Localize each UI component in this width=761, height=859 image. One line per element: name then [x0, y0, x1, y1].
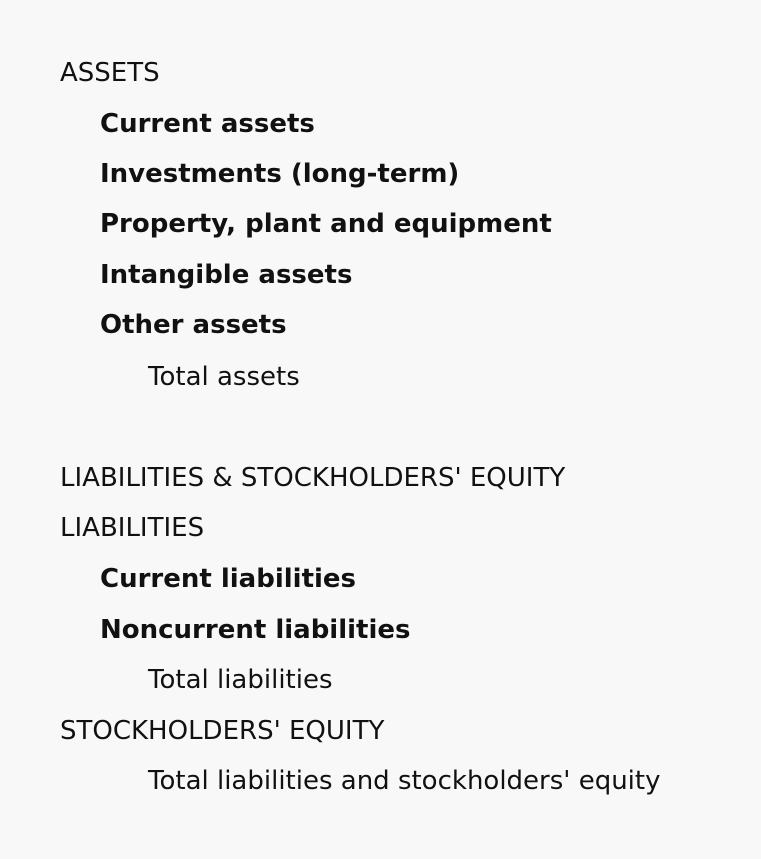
assets-item-property-plant-equipment: Property, plant and equipment: [100, 209, 552, 239]
liabilities-item-noncurrent-liabilities: Noncurrent liabilities: [100, 615, 411, 645]
assets-item-current-assets: Current assets: [100, 109, 315, 139]
assets-item-other-assets: Other assets: [100, 310, 287, 340]
total-assets-label: Total assets: [148, 362, 300, 392]
liabilities-item-current-liabilities: Current liabilities: [100, 564, 357, 594]
liabilities-equity-heading: LIABILITIES & STOCKHOLDERS' EQUITY: [60, 463, 566, 493]
stockholders-equity-heading: STOCKHOLDERS' EQUITY: [60, 716, 385, 746]
assets-item-intangible-assets: Intangible assets: [100, 260, 353, 290]
liabilities-heading: LIABILITIES: [60, 513, 205, 543]
assets-item-investments: Investments (long-term): [100, 159, 460, 189]
total-liabilities-and-equity-label: Total liabilities and stockholders' equity: [148, 766, 661, 796]
assets-heading: ASSETS: [60, 58, 160, 88]
total-liabilities-label: Total liabilities: [148, 665, 333, 695]
